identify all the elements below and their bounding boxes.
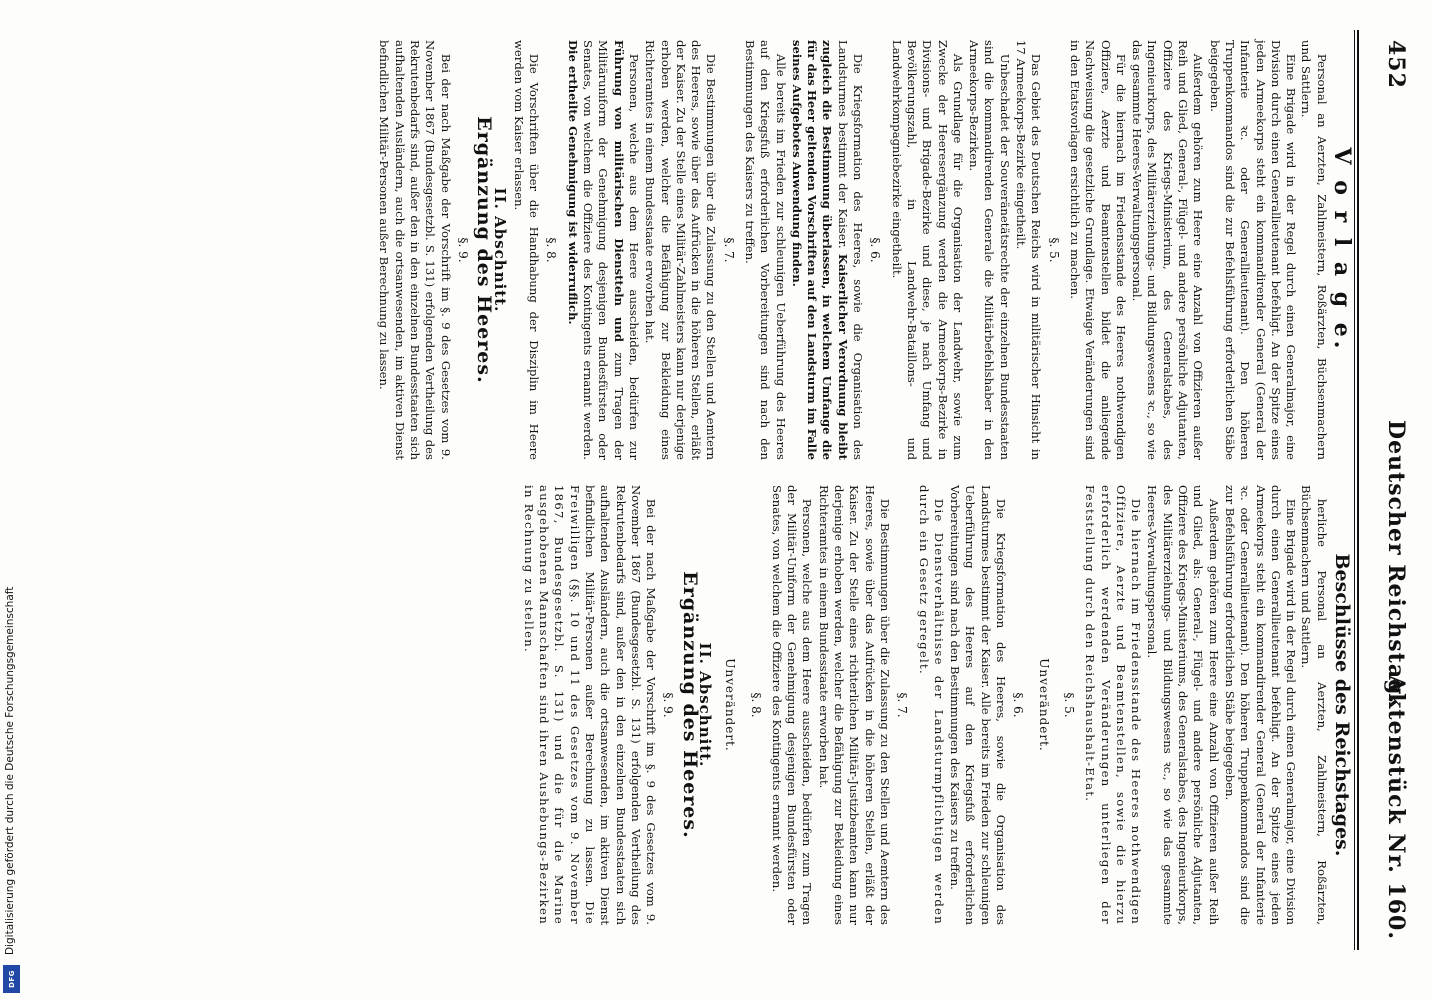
right-column-beschluesse (41, 485, 1351, 925)
left-s6-p1-a: Die Kriegsformation des Heeres, sowie die Organisation des Landsturmes bestimmt der Kaiser. (835, 40, 866, 460)
left-section-title: Ergänzung des Heeres. (473, 116, 496, 384)
document-page (31, 0, 1421, 1000)
right-s9-label: §. 9. (661, 692, 676, 718)
left-p2: Außerdem gehören zum Heere eine Anzahl von Offizieren außer Reih und Glied, General-, Flügel- und andere persönliche Adjutanten, Offiziere des Kriegs-Ministerium, des Generalstabes, des Ingenieurkorps, des Militärerziehungs- und Bildungswesens ꝛc., so wie das gesammte Heeres-Verwaltungspersonal. (1130, 40, 1206, 460)
right-s6-p2: Die Dienstverhältnisse der Landsturmpflichtigen werden durch ein Gesetz geregelt. (916, 485, 946, 925)
left-column-title: V o r l a g e. (1329, 147, 1355, 353)
right-s6-p1: Die Kriegsformation des Heeres, sowie die Organisation des Landsturmes bestimmt der Kaiser. Alle bereits im Frieden zur schleunigen Ueberführung des Heeres auf den Kriegsfuß erforderlichen Vorbereitungen sind nach den Bestimmungen des Kaisers zu treffen. (948, 485, 1009, 925)
left-intro: Personal an Aerzten, Zahlmeistern, Roßärzten, Büchsenmachern und Sattlern. (1299, 40, 1329, 460)
act-number: Aktenstück Nr. 160. (1383, 675, 1409, 940)
left-s5-p3: Als Grundlage für die Organisation der Landwehr, sowie zum Zwecke der Heeresergänzung werden die Armeekorps-Bezirke in Divisions- und Brigade-Bezirke und diese, je nach Umfang und Bevölkerungszahl, in Landwehr-Bataillons- und Landwehrkompagniebezirke eingetheilt. (889, 40, 965, 460)
left-s7-p2-c: zum Tragen der Militäruniform der Genehmigung desjenigen Bundesfürsten oder Senates, von welchem die Offiziere des Kontingents ernannt werden. (581, 40, 626, 460)
right-section-title: Ergänzung des Heeres. (678, 571, 701, 839)
left-s7-label: §. 7. (721, 237, 736, 263)
page-number: 452 (1383, 40, 1409, 89)
right-s8-unchanged: Unverändert. (723, 658, 738, 752)
right-section-label: II. Abschnitt. (696, 642, 715, 768)
left-section-label: II. Abschnitt. (490, 187, 509, 313)
right-s8-label: §. 8. (748, 692, 763, 718)
right-s7-label: §. 7. (895, 692, 910, 718)
left-s7-p2-a: Personen, welche aus dem Heere ausscheiden, bedürfen zur (626, 53, 641, 460)
running-head: Deutscher Reichstag. (1383, 420, 1409, 705)
dfg-logo-text: DFG (7, 970, 16, 988)
right-s5-unchanged: Unverändert. (1036, 658, 1051, 752)
digitization-sidebar (0, 0, 24, 1000)
left-s5-p1: Das Gebiet des Deutschen Reichs wird in militärischer Hinsicht in 17 Armeekorps-Bezirke eingetheilt. (1014, 40, 1044, 460)
dfg-logo (3, 965, 20, 993)
right-p2: Außerdem gehören zum Heere eine Anzahl von Offizieren außer Reih und Glied, als: General-, Flügel- und andere persönliche Adjutanten, Offiziere des Kriegs-Ministeriums, des Generalstabes, des Ingenieurkorps, des Militärerziehungs- und Bildungswesens ꝛc., so wie das gesammte Heeres-Verwaltungspersonal. (1145, 485, 1221, 925)
left-s9-label: §. 9. (455, 237, 470, 263)
left-s6-p1 (789, 40, 865, 460)
right-s7-p2: Personen, welche aus dem Heere ausscheiden, bedürfen zum Tragen der Militär-Uniform der Genehmigung desjenigen Bundesfürsten oder Senates, von welchem die Offiziere des Kontingents ernannt werden. (769, 485, 815, 925)
left-s7-p2 (564, 40, 640, 460)
left-s7-p1: Die Bestimmungen über die Zulassung zu den Stellen und Aemtern des Heeres, sowie über das Aufrücken in die höheren Stellen, erläßt der Kaiser. Zu der Stelle eines Militär-Zahlmeisters kann nur derjenige erhoben werden, welcher die Befähigung zur Bekleidung eines Richteramtes in einem Bundesstaate erworben hat. (643, 40, 719, 460)
left-p3: Für die hiernach im Friedensstande des Heeres nothwendigen Offiziere, Aerzte und Beamtenstellen bildet die anliegende Nachweisung die gesetzliche Grundlage. Etwaige Veränderungen sind in den Etatsvorlagen ersichtlich zu machen. (1067, 40, 1128, 460)
left-s8-p1: Die Vorschriften über die Handhabung der Disziplin im Heere werden vom Kaiser erlassen. (511, 40, 542, 460)
header-rule (1357, 30, 1359, 950)
right-s7-p1: Die Bestimmungen über die Zulassung zu den Stellen und Aemtern des Heeres, sowie über das Aufrücken in die höheren Stellen, erläßt der Kaiser. Zu der Stelle eines richterlichen Militär-Justizbeamten kann nur derjenige erhoben werden, welcher die Befähigung zur Bekleidung eines Richteramtes in einem Bundesstaate erworben hat. (816, 485, 892, 925)
left-s6-p1-b: Kaiserlicher Verordnung bleibt zugleich die Bestimmung überlassen, in welchem Umfange die für das Heer geltenden Vorschriften auf den Landsturm im Falle seines Aufgebotes Anwendung finden. (789, 40, 850, 460)
right-s6-label: §. 6. (1011, 692, 1026, 718)
left-s8-label: §. 8. (544, 237, 559, 263)
right-s5-label: §. 5. (1061, 692, 1076, 718)
right-intro: herliche Personal an Aerzten, Zahlmeistern, Roßärzten, Büchsenmachern und Sattlern. (1299, 485, 1329, 925)
right-column-title: Beschlüsse des Reichstages. (1331, 553, 1353, 857)
right-p1: Eine Brigade wird in der Regel durch einen Generalmajor, eine Division durch einen Generallieutenant befehligt. An der Spitze eines jeden Armeekorps steht ein kommandirender General (General der Infanterie ꝛc. oder Generallieutenant). Den höheren Truppenkommandos sind die zur Befehlsführung erforderlichen Stäbe beigegeben. (1222, 485, 1299, 925)
right-s9-p1-b: Die Freiwilligen (§§. 10 und 11 des Gesetzes vom 9. November 1867, Bundesgesetzbl. S. 131) und die für die Marine ausgehobenen Mannschaften sind ihren Aushebungs-Bezirken in Rechnung zu stellen. (521, 485, 597, 925)
right-s9-p1 (520, 485, 658, 925)
right-p3: Die hiernach im Friedensstande des Heeres nothwendigen Offiziere, Aerzte und Beamtenstellen, sowie die hierzu erforderlich werdenden Veränderungen unterliegen der Feststellung durch den Reichshaushalt-Etat. (1083, 485, 1144, 925)
left-s7-p2-b: Führung von militärischen Dienstteln und (611, 40, 626, 342)
left-p1: Eine Brigade wird in der Regel durch einen Generalmajor, eine Division durch einen Generallieutenant befehligt. An der Spitze eines jeden Armeekorps steht ein kommandirender General (General der Infanterie ꝛc. oder Generallieutenant). Den höheren Truppenkommandos sind die zur Befehlsführung erforderlichen Stäbe beigegeben. (1207, 40, 1299, 460)
dfg-credit: Digitalisierung gefördert durch die Deutsche Forschungsgemeinschaft (4, 586, 16, 955)
left-s9-p1: Bei der nach Maßgabe der Vorschrift im §. 9 des Gesetzes vom 9. November 1867 (Bundesgesetzbl. S. 131) erfolgenden Vertheilung des Rekrutenbedarfs sind, außer den in den einzelnen Bundesstaaten sich aufhaltenden Ausländern, auch die ortsanwesenden, im aktiven Dienst befindlichen Militär-Personen außer Berechnung zu lassen. (377, 40, 453, 460)
left-s6-label: §. 6. (868, 237, 883, 263)
left-s6-p2: Alle bereits im Frieden zur schleunigen Ueberführung des Heeres auf den Kriegsfuß erforderlichen Vorbereitungen sind nach den Bestimmungen des Kaisers zu treffen. (743, 40, 788, 460)
right-s9-p1-a: Bei der nach Maßgabe der Vorschrift im §. 9 des Gesetzes vom 9. November 1867 (Bundesgesetzbl. S. 131) erfolgenden Vertheilung des Rekrutenbedarfs sind, außer den in den einzelnen Bundesstaaten sich aufhaltenden Ausländern, auch die ortsanwesenden, im aktiven Dienst befindlichen Militär-Personen außer Berechnung zu lassen. (582, 485, 659, 925)
left-s7-p2-d: Die ertheilte Genehmigung ist widerruflich. (565, 40, 580, 325)
left-column-vorlage (41, 40, 1355, 460)
left-s5-label: §. 5. (1046, 237, 1061, 263)
left-s5-p2: Unbeschadet der Souveränetätsrechte der einzelnen Bundesstaaten sind die kommandirenden Generale die Militärbefehlshaber in den Armeekorps-Bezirken. (967, 40, 1012, 460)
